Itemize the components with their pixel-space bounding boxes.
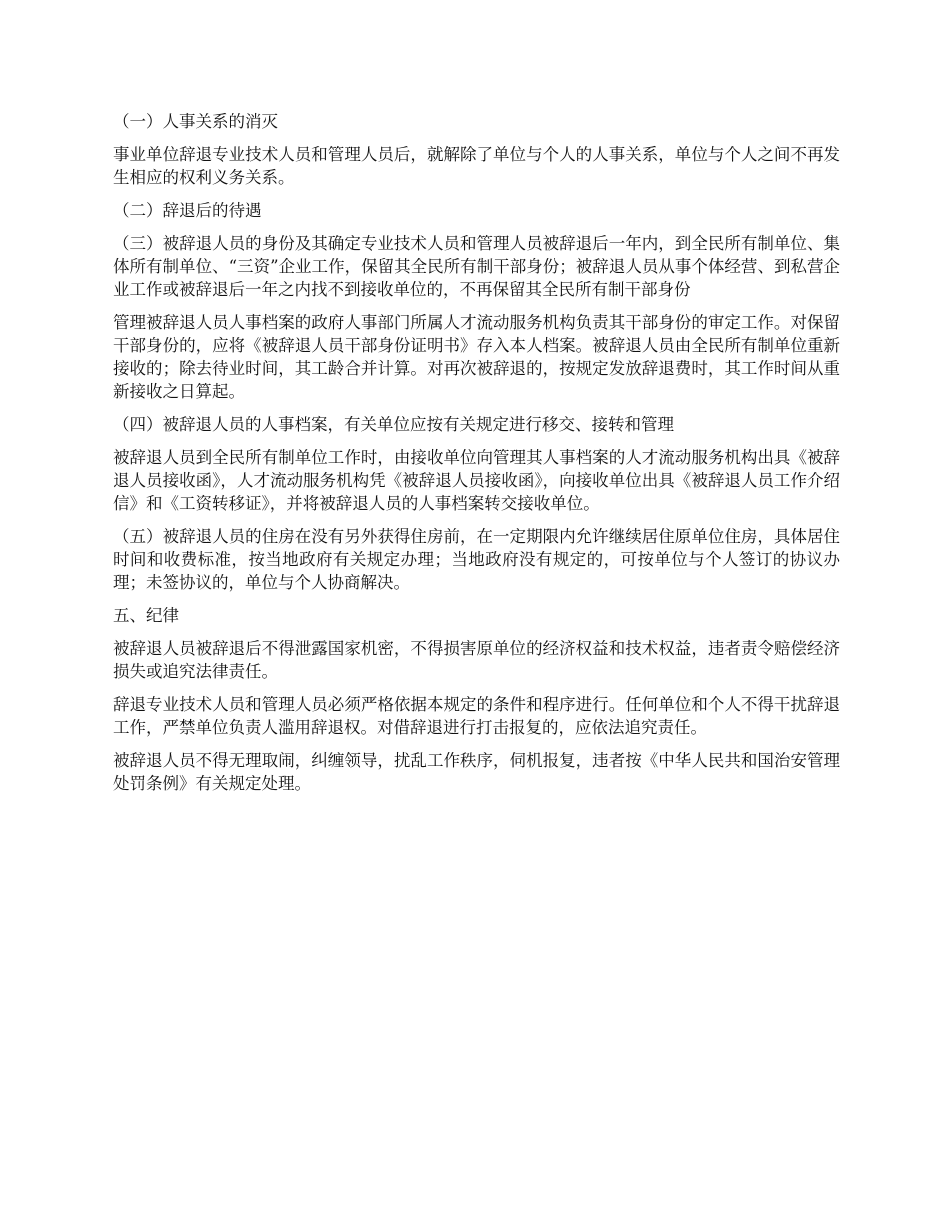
paragraph: 管理被辞退人员人事档案的政府人事部门所属人才流动服务机构负责其干部身份的审定工作。对保留干部身份的，应将《被辞退人员干部身份证明书》存入本人档案。被辞退人员由全民所有制单位重新接收的；除去待业时间，其工龄合并计算。对再次被辞退的，按规定发放辞退费时，其工作时间从重新接收之日算起。 (113, 313, 840, 401)
section-heading-2: （二）辞退后的待遇 (113, 201, 262, 220)
paragraph: 被辞退人员到全民所有制单位工作时，由接收单位向管理其人事档案的人才流动服务机构出具《被辞退人员接收函》，人才流动服务机构凭《被辞退人员接收函》，向接收单位出具《被辞退人员工作介绍信》和《工资转移证》，并将被辞退人员的人事档案转交接收单位。 (113, 448, 840, 513)
paragraph: 被辞退人员被辞退后不得泄露国家机密，不得损害原单位的经济权益和技术权益，违者责令赔偿经济损失或追究法律责任。 (113, 639, 840, 681)
paragraph: （五）被辞退人员的住房在没有另外获得住房前，在一定期限内允许继续居住原单位住房，具体居住时间和收费标准，按当地政府有关规定办理；当地政府没有规定的，可按单位与个人签订的协议办理；未签协议的，单位与个人协商解决。 (113, 527, 840, 592)
paragraph: 被辞退人员不得无理取闹，纠缠领导，扰乱工作秩序，伺机报复，违者按《中华人民共和国治安管理处罚条例》有关规定处理。 (113, 751, 840, 793)
paragraph: （三）被辞退人员的身份及其确定专业技术人员和管理人员被辞退后一年内，到全民所有制单位、集体所有制单位、“三资”企业工作，保留其全民所有制干部身份；被辞退人员从事个体经营、到私营企业工作或被辞退后一年之内找不到接收单位的，不再保留其全民所有制干部身份 (113, 234, 840, 299)
paragraph: 事业单位辞退专业技术人员和管理人员后，就解除了单位与个人的人事关系，单位与个人之间不再发生相应的权利义务关系。 (113, 145, 840, 187)
section-heading-1: （一）人事关系的消灭 (113, 112, 278, 131)
section-heading-discipline: 五、纪律 (113, 606, 179, 625)
paragraph: （四）被辞退人员的人事档案，有关单位应按有关规定进行移交、接转和管理 (113, 415, 674, 434)
paragraph: 辞退专业技术人员和管理人员必须严格依据本规定的条件和程序进行。任何单位和个人不得干扰辞退工作，严禁单位负责人滥用辞退权。对借辞退进行打击报复的，应依法追究责任。 (113, 695, 840, 737)
document-body (113, 110, 840, 805)
